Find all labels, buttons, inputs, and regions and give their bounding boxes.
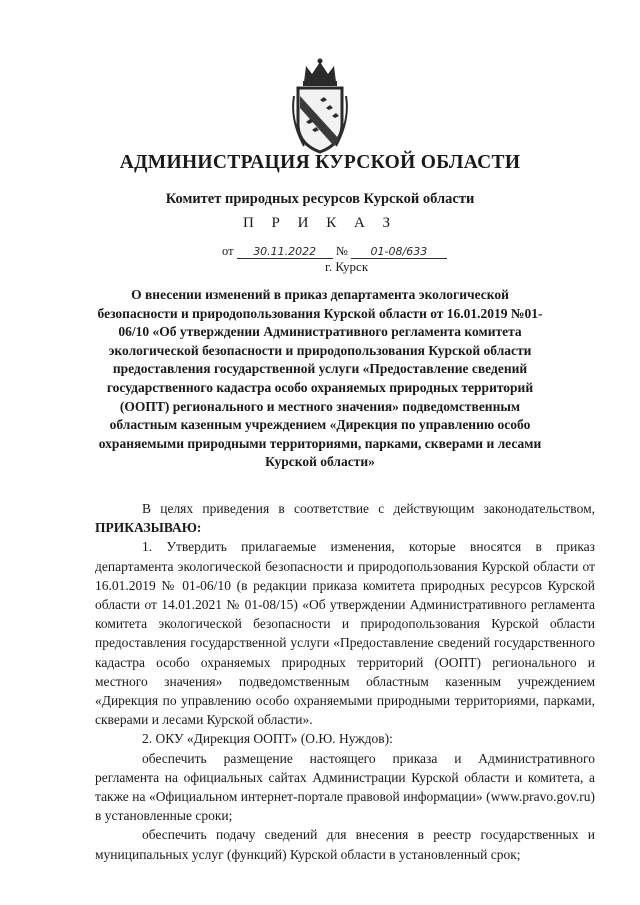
- city: г. Курск: [325, 259, 369, 274]
- paragraph-1: 1. Утвердить прилагаемые изменения, которые вносятся в приказ департамента экологической безопасности и природопользования Курской области от 16.01.2019 № 01-06/10 (в редакции приказа комитета природных ресурсов Курской области от 14.01.2021 № 01-08/15) «Об утверждении Административного регламента комитета экологической безопасности и природопользования Курской области предоставления государственной услуги «Предоставление сведений государственного кадастра особо охраняемых природных территорий (ООПТ) регионального и местного значения» подведомственным областным казенным учреждением «Дирекция по управлению особо охраняемыми природными территориями, парками, скверами и лесами Курской области».: [95, 539, 595, 728]
- coat-of-arms-icon: [290, 56, 350, 156]
- committee-name: Комитет природных ресурсов Курской области: [165, 191, 475, 207]
- order-keyword: ПРИКАЗЫВАЮ:: [95, 520, 202, 536]
- number-prefix: №: [335, 244, 348, 258]
- intro-paragraph: [95, 499, 595, 537]
- paragraph-4: обеспечить подачу сведений для внесения в реестр государственных и муниципальных услуг (функций) Курской области в установленный срок;: [95, 827, 595, 862]
- organization-title: АДМИНИСТРАЦИЯ КУРСКОЙ ОБЛАСТИ: [119, 152, 521, 173]
- intro-text: В целях приведения в соответствие с действующим законодательством,: [142, 501, 595, 516]
- paragraph-2: 2. ОКУ «Дирекция ООПТ» (О.Ю. Нуждов):: [142, 731, 393, 747]
- date-number-line: [222, 244, 447, 259]
- paragraph-3: обеспечить размещение настоящего приказа и Административного регламента на официальных сайтах Администрации Курской области и комитета, а также на «Официальном интернет-портале правовой информации» (www.pravo.gov.ru) в установленные сроки;: [95, 750, 595, 824]
- order-body: [95, 499, 595, 864]
- order-subject: О внесении изменений в приказ департамента экологической безопасности и природопользования Курской области от 16.01.2019 №01-06/10 «Об утверждении Административного регламента комитета экологической безопасности и природопользования Курской области предоставления государственной услуги «Предоставление сведений государственного кадастра особо охраняемых природных территорий (ООПТ) регионального и местного значения» подведомственным областным казенным учреждением «Дирекция по управлению особо охраняемыми природными территориями, парками, скверами и лесами Курской области»: [97, 287, 543, 470]
- number-value: 01-08/633: [351, 245, 447, 259]
- document-type: П Р И К А З: [242, 215, 398, 231]
- date-prefix: от: [222, 244, 234, 258]
- date-value: 30.11.2022: [237, 245, 333, 259]
